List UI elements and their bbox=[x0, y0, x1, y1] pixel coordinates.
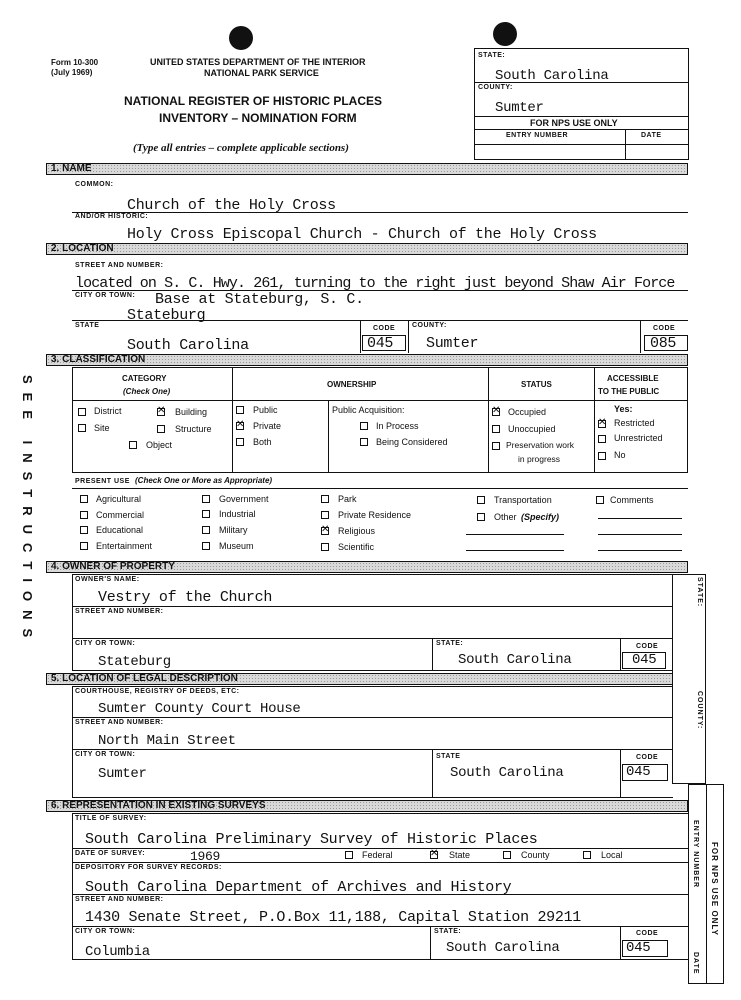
government-checkbox[interactable] bbox=[202, 495, 210, 503]
park-label: Park bbox=[338, 494, 357, 504]
entry-number-label: ENTRY NUMBER bbox=[506, 132, 569, 139]
depository-label: DEPOSITORY FOR SURVEY RECORDS: bbox=[75, 864, 222, 871]
restricted-label: Restricted bbox=[614, 418, 655, 428]
nps-use-only-label: FOR NPS USE ONLY bbox=[530, 118, 618, 128]
section-6-surveys-bar: 6. REPRESENTATION IN EXISTING SURVEYS bbox=[46, 800, 688, 812]
agency-line-1: UNITED STATES DEPARTMENT OF THE INTERIOR bbox=[150, 57, 366, 67]
county-survey-label: County bbox=[521, 850, 550, 860]
commercial-checkbox[interactable] bbox=[80, 511, 88, 519]
legal-code-label: CODE bbox=[636, 754, 659, 761]
present-use-subheader: (Check One or More as Appropriate) bbox=[135, 476, 273, 485]
restricted-checkbox[interactable] bbox=[598, 420, 606, 428]
museum-checkbox[interactable] bbox=[202, 542, 210, 550]
courthouse-label: COURTHOUSE, REGISTRY OF DEEDS, ETC: bbox=[75, 688, 240, 695]
survey-title-label: TITLE OF SURVEY: bbox=[75, 815, 147, 822]
owner-street-label: STREET AND NUMBER: bbox=[75, 608, 164, 615]
private-residence-label: Private Residence bbox=[338, 510, 412, 520]
entertainment-checkbox[interactable] bbox=[80, 542, 88, 550]
federal-checkbox[interactable] bbox=[345, 851, 353, 859]
legal-state-value: South Carolina bbox=[450, 765, 564, 781]
depository-value: South Carolina Department of Archives and History bbox=[85, 879, 512, 896]
legal-street-value: North Main Street bbox=[98, 733, 236, 749]
transportation-checkbox[interactable] bbox=[477, 496, 485, 504]
common-name-value: Church of the Holy Cross bbox=[127, 197, 336, 214]
section-1-name-bar: 1. NAME bbox=[46, 163, 688, 175]
accessible-header-2: TO THE PUBLIC bbox=[598, 387, 660, 396]
owner-city-label: CITY OR TOWN: bbox=[75, 640, 136, 647]
being-considered-label: Being Considered bbox=[376, 437, 448, 447]
unoccupied-label: Unoccupied bbox=[508, 424, 556, 434]
location-county-code-label: CODE bbox=[653, 325, 676, 332]
survey-code-value: 045 bbox=[626, 940, 651, 956]
owner-state-label: STATE: bbox=[436, 640, 464, 647]
survey-city-label: CITY OR TOWN: bbox=[75, 928, 136, 935]
location-county-code-value: 085 bbox=[650, 335, 677, 352]
survey-street-value: 1430 Senate Street, P.O.Box 11,188, Capital Station 29211 bbox=[85, 909, 581, 926]
margin-entry-number-label: ENTRY NUMBER bbox=[692, 820, 699, 889]
header-state-value: South Carolina bbox=[495, 68, 609, 84]
location-city-value-1: Base at Stateburg, S. C. bbox=[155, 291, 364, 308]
header-county-value: Sumter bbox=[495, 100, 544, 116]
comments-checkbox[interactable] bbox=[596, 496, 604, 504]
location-street-value: located on S. C. Hwy. 261, turning to the right just beyond Shaw Air Force bbox=[75, 275, 675, 292]
form-title-line-2: INVENTORY – NOMINATION FORM bbox=[159, 111, 357, 125]
preservation-label-2: in progress bbox=[518, 454, 561, 464]
accessible-no-label: No bbox=[614, 450, 626, 460]
site-checkbox[interactable] bbox=[78, 424, 86, 432]
specify-label: (Specify) bbox=[521, 512, 560, 522]
survey-date-label: DATE OF SURVEY: bbox=[75, 850, 146, 857]
location-state-code-value: 045 bbox=[367, 335, 394, 352]
punch-hole-left bbox=[229, 26, 253, 50]
scientific-checkbox[interactable] bbox=[321, 543, 329, 551]
common-name-label: COMMON: bbox=[75, 181, 114, 188]
instructions-note: (Type all entries – complete applicable sections) bbox=[133, 142, 349, 154]
location-state-label: STATE bbox=[75, 322, 100, 329]
margin-nps-only-label: FOR NPS USE ONLY bbox=[710, 842, 719, 936]
military-checkbox[interactable] bbox=[202, 526, 210, 534]
form-title-line-1: NATIONAL REGISTER OF HISTORIC PLACES bbox=[124, 94, 383, 108]
present-use-label: PRESENT USE bbox=[75, 478, 130, 485]
both-label: Both bbox=[253, 437, 272, 447]
park-checkbox[interactable] bbox=[321, 495, 329, 503]
accessible-no-checkbox[interactable] bbox=[598, 452, 606, 460]
category-subheader: (Check One) bbox=[123, 387, 171, 396]
museum-label: Museum bbox=[219, 541, 254, 551]
survey-street-label: STREET AND NUMBER: bbox=[75, 896, 164, 903]
owner-code-label: CODE bbox=[636, 643, 659, 650]
in-process-label: In Process bbox=[376, 421, 419, 431]
location-state-code-label: CODE bbox=[373, 325, 396, 332]
survey-state-value: South Carolina bbox=[446, 940, 560, 956]
building-label: Building bbox=[175, 407, 208, 417]
both-checkbox[interactable] bbox=[236, 438, 244, 446]
punch-hole-right bbox=[493, 22, 517, 46]
preservation-checkbox[interactable] bbox=[492, 442, 500, 450]
legal-city-value: Sumter bbox=[98, 766, 147, 782]
survey-city-value: Columbia bbox=[85, 944, 150, 960]
section-5-legal-bar: 5. LOCATION OF LEGAL DESCRIPTION bbox=[46, 673, 673, 685]
public-acquisition-label: Public Acquisition: bbox=[332, 405, 405, 415]
industrial-label: Industrial bbox=[219, 509, 256, 519]
legal-state-label: STATE bbox=[436, 753, 461, 760]
location-county-value: Sumter bbox=[426, 335, 479, 352]
courthouse-value: Sumter County Court House bbox=[98, 701, 301, 717]
religious-checkbox[interactable] bbox=[321, 527, 329, 535]
military-label: Military bbox=[219, 525, 248, 535]
unoccupied-checkbox[interactable] bbox=[492, 425, 500, 433]
unrestricted-label: Unrestricted bbox=[614, 433, 663, 443]
state-survey-checkbox[interactable] bbox=[430, 851, 438, 859]
building-checkbox[interactable] bbox=[157, 408, 165, 416]
entertainment-label: Entertainment bbox=[96, 541, 153, 551]
location-street-label: STREET AND NUMBER: bbox=[75, 262, 164, 269]
private-label: Private bbox=[253, 421, 282, 431]
section-2-location-bar: 2. LOCATION bbox=[46, 243, 688, 255]
in-process-checkbox[interactable] bbox=[360, 422, 368, 430]
agricultural-label: Agricultural bbox=[96, 494, 142, 504]
legal-code-value: 045 bbox=[626, 764, 651, 780]
structure-label: Structure bbox=[175, 424, 212, 434]
federal-label: Federal bbox=[362, 850, 393, 860]
preservation-label-1: Preservation work bbox=[506, 440, 575, 450]
educational-label: Educational bbox=[96, 525, 144, 535]
date-label: DATE bbox=[641, 132, 662, 139]
other-checkbox[interactable] bbox=[477, 513, 485, 521]
industrial-checkbox[interactable] bbox=[202, 510, 210, 518]
section-4-owner-bar: 4. OWNER OF PROPERTY bbox=[46, 561, 688, 573]
owner-name-label: OWNER'S NAME: bbox=[75, 576, 140, 583]
historic-name-value: Holy Cross Episcopal Church - Church of the Holy Cross bbox=[127, 226, 597, 243]
header-county-label: COUNTY: bbox=[478, 84, 513, 91]
legal-street-label: STREET AND NUMBER: bbox=[75, 719, 164, 726]
private-residence-checkbox[interactable] bbox=[321, 511, 329, 519]
occupied-label: Occupied bbox=[508, 407, 547, 417]
public-label: Public bbox=[253, 405, 278, 415]
agency-line-2: NATIONAL PARK SERVICE bbox=[204, 68, 319, 78]
category-header: CATEGORY bbox=[122, 374, 167, 383]
government-label: Government bbox=[219, 494, 269, 504]
being-considered-checkbox[interactable] bbox=[360, 438, 368, 446]
scientific-label: Scientific bbox=[338, 542, 375, 552]
agricultural-checkbox[interactable] bbox=[80, 495, 88, 503]
see-instructions-side-text: SEE INSTRUCTIONS bbox=[20, 375, 35, 647]
owner-name-value: Vestry of the Church bbox=[98, 589, 273, 606]
owner-code-value: 045 bbox=[632, 652, 657, 668]
object-label: Object bbox=[146, 440, 173, 450]
legal-city-label: CITY OR TOWN: bbox=[75, 751, 136, 758]
private-checkbox[interactable] bbox=[236, 422, 244, 430]
county-survey-checkbox[interactable] bbox=[503, 851, 511, 859]
survey-state-label: STATE: bbox=[434, 928, 462, 935]
district-checkbox[interactable] bbox=[78, 408, 86, 416]
header-state-label: STATE: bbox=[478, 52, 506, 59]
status-header: STATUS bbox=[521, 380, 552, 389]
form-number: Form 10-300 bbox=[51, 58, 99, 67]
local-survey-label: Local bbox=[601, 850, 623, 860]
owner-state-value: South Carolina bbox=[458, 652, 572, 668]
accessible-header-1: ACCESSIBLE bbox=[607, 374, 659, 383]
local-survey-checkbox[interactable] bbox=[583, 851, 591, 859]
survey-date-value: 1969 bbox=[190, 849, 221, 864]
accessible-yes-label: Yes: bbox=[614, 404, 633, 414]
location-city-label: CITY OR TOWN: bbox=[75, 292, 136, 299]
occupied-checkbox[interactable] bbox=[492, 408, 500, 416]
transportation-label: Transportation bbox=[494, 495, 552, 505]
ownership-header: OWNERSHIP bbox=[327, 380, 377, 389]
object-checkbox[interactable] bbox=[129, 441, 137, 449]
location-city-value-2: Stateburg bbox=[127, 307, 206, 324]
margin-state-label: STATE: bbox=[696, 577, 703, 608]
unrestricted-checkbox[interactable] bbox=[598, 435, 606, 443]
district-label: District bbox=[94, 406, 122, 416]
other-label: Other bbox=[494, 512, 517, 522]
site-label: Site bbox=[94, 423, 110, 433]
location-state-value: South Carolina bbox=[127, 337, 249, 354]
location-county-label: COUNTY: bbox=[412, 322, 447, 329]
educational-checkbox[interactable] bbox=[80, 526, 88, 534]
section-3-classification-bar: 3. CLASSIFICATION bbox=[46, 354, 688, 366]
public-checkbox[interactable] bbox=[236, 406, 244, 414]
form-date: (July 1969) bbox=[51, 68, 93, 77]
structure-checkbox[interactable] bbox=[157, 425, 165, 433]
state-survey-label: State bbox=[449, 850, 471, 860]
comments-label: Comments bbox=[610, 495, 654, 505]
commercial-label: Commercial bbox=[96, 510, 145, 520]
owner-city-value: Stateburg bbox=[98, 654, 171, 670]
religious-label: Religious bbox=[338, 526, 376, 536]
survey-code-label: CODE bbox=[636, 930, 659, 937]
margin-county-label: COUNTY: bbox=[696, 691, 703, 730]
historic-name-label: AND/OR HISTORIC: bbox=[75, 213, 149, 220]
survey-title-value: South Carolina Preliminary Survey of Historic Places bbox=[85, 831, 538, 848]
margin-date-label: DATE bbox=[692, 952, 699, 975]
